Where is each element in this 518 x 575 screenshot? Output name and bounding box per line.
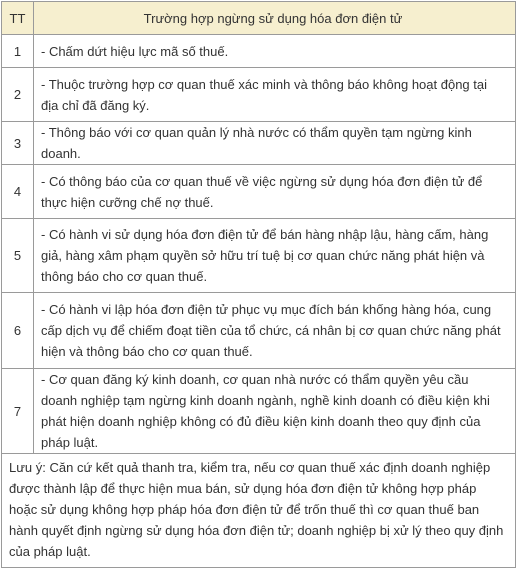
table-row bbox=[2, 219, 516, 293]
row-text: - Thông báo với cơ quan quản lý nhà nước có thẩm quyền tạm ngừng kinh doanh. bbox=[34, 122, 516, 165]
table-row bbox=[2, 369, 516, 454]
header-tt: TT bbox=[2, 2, 34, 35]
table-row bbox=[2, 165, 516, 219]
row-number: 1 bbox=[2, 35, 34, 68]
note-text: Lưu ý: Căn cứ kết quả thanh tra, kiểm tra, nếu cơ quan thuế xác định doanh nghiệp được thành lập để thực hiện mua bán, sử dụng hóa đơn điện tử không hợp pháp hoặc sử dụng không hợp pháp hóa đơn điện tử để trốn thuế thì cơ quan thuế ban hành quyết định ngừng sử dụng hóa đơn điện tử; doanh nghiệp bị xử lý theo quy định của pháp luật. bbox=[2, 454, 516, 568]
table-row bbox=[2, 122, 516, 165]
row-text: - Có thông báo của cơ quan thuế về việc ngừng sử dụng hóa đơn điện tử để thực hiện cưỡng chế nợ thuế. bbox=[34, 165, 516, 219]
row-text: - Cơ quan đăng ký kinh doanh, cơ quan nhà nước có thẩm quyền yêu cầu doanh nghiệp tạm ngừng kinh doanh ngành, nghề kinh doanh có điều kiện khi phát hiện doanh nghiệp không có đủ điều kiện kinh doanh theo quy định của pháp luật. bbox=[34, 369, 516, 454]
table-row bbox=[2, 293, 516, 369]
table-row bbox=[2, 68, 516, 122]
row-number: 6 bbox=[2, 293, 34, 369]
row-number: 7 bbox=[2, 369, 34, 454]
table-header-row bbox=[2, 2, 516, 35]
row-number: 2 bbox=[2, 68, 34, 122]
table-row bbox=[2, 35, 516, 68]
row-text: - Có hành vi lập hóa đơn điện tử phục vụ mục đích bán khống hàng hóa, cung cấp dịch vụ để chiếm đoạt tiền của tổ chức, cá nhân bị cơ quan chức năng phát hiện và thông báo cho cơ quan thuế. bbox=[34, 293, 516, 369]
header-title: Trường hợp ngừng sử dụng hóa đơn điện tử bbox=[34, 2, 516, 35]
row-number: 3 bbox=[2, 122, 34, 165]
row-text: - Thuộc trường hợp cơ quan thuế xác minh và thông báo không hoạt động tại địa chỉ đã đăng ký. bbox=[34, 68, 516, 122]
invoice-suspension-table bbox=[1, 1, 516, 568]
row-number: 5 bbox=[2, 219, 34, 293]
row-number: 4 bbox=[2, 165, 34, 219]
note-row bbox=[2, 454, 516, 568]
row-text: - Có hành vi sử dụng hóa đơn điện tử để bán hàng nhập lậu, hàng cấm, hàng giả, hàng xâm phạm quyền sở hữu trí tuệ bị cơ quan chức năng phát hiện và thông báo cho cơ quan thuế. bbox=[34, 219, 516, 293]
row-text: - Chấm dứt hiệu lực mã số thuế. bbox=[34, 35, 516, 68]
